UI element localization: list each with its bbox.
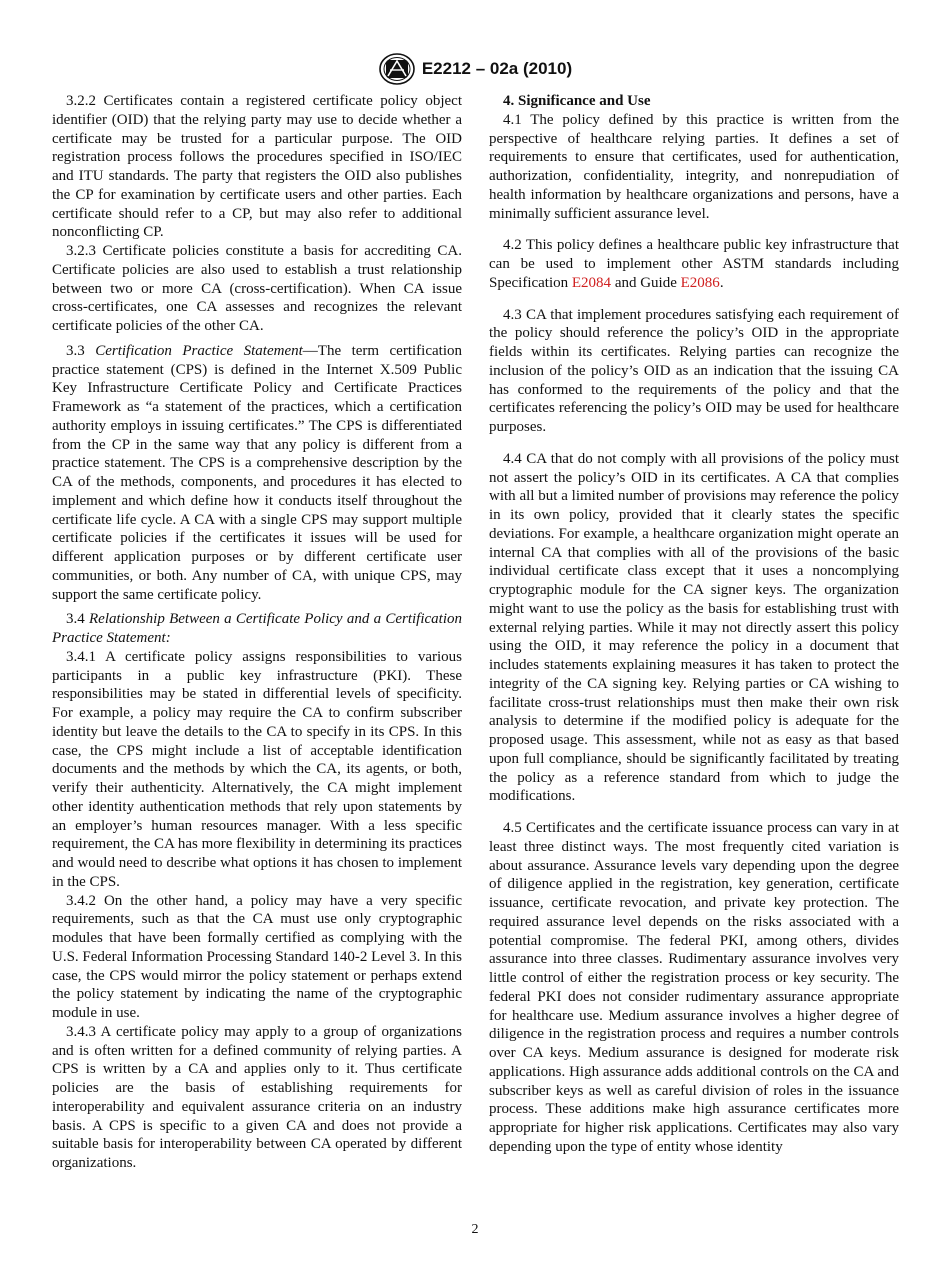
paragraph-3-4 (52, 610, 462, 648)
page-header (0, 52, 950, 86)
right-column (489, 92, 899, 1157)
paragraph-3-2-2: 3.2.2 Certificates contain a registered certificate policy object identifier (OID) that the relying party may use to decide whether a certificate may be trusted for a particular purpose. The OID registration process follows the procedures specified in ISO/IEC and ITU standards. The party that registers the OID also publishes the CP for examination by certificate users and other parties. Each certificate should refer to a CP, but may also refer to additional nonconflicting CP. (52, 93, 462, 241)
paragraph-4-2-text: 4.2 This policy defines a healthcare public key infrastructure that can be used to implement other ASTM standards including Specification (489, 237, 899, 291)
left-column (52, 92, 462, 1173)
paragraph-3-2-3: 3.2.3 Certificate policies constitute a basis for accrediting CA. Certificate policies are also used to establish a trust relationship between two or more CA (cross-certification). When CA issue cross-certificates, one CA assesses and recognizes the relevant certificate policies of the other CA. (52, 243, 462, 334)
paragraph-3-3-title: Certification Practice Statement (95, 342, 303, 359)
page-number: 2 (471, 1222, 479, 1237)
paragraph-4-3: 4.3 CA that implement procedures satisfying each requirement of the policy should reference the policy’s OID in the appropriate fields within its certificates. Relying parties can recognize the inclusion of the policy’s OID as an indication that the issuing CA has conformed to the requirements of the policy and that the certificates referencing the policy’s OID may be used for healthcare purposes. (489, 306, 899, 435)
paragraph-4-2 (489, 236, 899, 292)
paragraph-4-2-text-mid: and Guide (611, 274, 681, 291)
link-e2086[interactable]: E2086 (680, 274, 720, 291)
section-heading-significance: 4. Significance and Use (503, 93, 651, 109)
paragraph-3-4-1: 3.4.1 A certificate policy assigns responsibilities to various participants in a public key infrastructure (PKI). These responsibilities may be stated in differential levels of specificity. For example, a policy may require the CA to confirm subscriber identity but leave the details to the CA to specify in its CPS. In this case, the CPS might include a list of acceptable identification documents and the methods by which the CA, its agents, or both, verify their authenticity. Alternatively, the CA might implement other identity authentication methods that rely upon statements by an employer’s human resources manager. With a less specific requirement, the CA has more flexibility in determining its practices and would need to describe what options it has chosen to implement in the CPS. (52, 648, 462, 890)
paragraph-3-3-number: 3.3 (66, 342, 96, 359)
paragraph-3-3-body: —The term certification practice statement (CPS) is defined in the Internet X.509 Public Key Infrastructure Certificate Policy and Certificate Practices Framework as “a statement of the practices, which a certification authority employs in issuing certificates.” The CPS is differentiated from the CP in the same way that any policy is different from a practice statement. The CPS is a comprehensive description by the CA of the methods, components, and procedures it has elected to implement and which define how it conducts itself throughout the certificate life cycle. A CA with a single CPS may support multiple certificate policies if the certificates it issues will be used for different application purposes or by different certificate user communities, or both. Any number of CA, with unique CPS, may support the same certificate policy. (52, 342, 462, 603)
paragraph-4-4: 4.4 CA that do not comply with all provisions of the policy must not assert the policy’s OID in its certificates. A CA that complies with all but a limited number of provisions may reference the policy in its own policy, provided that it clearly states the specific deviations. For example, a healthcare organization might operate an internal CA that complies with all of the provisions of the basic individual certificate class except that it uses a noncomplying cryptographic module for the CA signer keys. The organization might want to use the policy as the basis for establishing trust with external relying parties. While it may not directly assert this policy using the OID, it may reference the policy in a document that includes statements explaining measures it has taken to protect the integrity of the CA signing key. Relying parties or CA wishing to facilitate cross-trust relationships must then make their own risk analysis to determine if the modified policy is adequate for the proposed usage. This assessment, while not as easy as that based upon full compliance, should be significantly facilitated by treating the policy as a reference standard from which to judge the modifications. (489, 450, 899, 805)
paragraph-4-5: 4.5 Certificates and the certificate issuance process can vary in at least three distinct ways. The most frequently cited variation is about assurance. Assurance levels vary depending upon the degree of diligence applied in the registration, key generation, certificate issuance, certificate revocation, and private key protection. The required assurance level depends on the risks associated with a potential compromise. The federal PKI, among others, divides assurance into three classes. Rudimentary assurance involves very little control of either the registration process or key security. The federal PKI does not consider rudimentary assurance appropriate for healthcare use. Medium assurance involves a higher degree of diligence in the registration process and requires a number controls over CA keys. Medium assurance is designed for moderate risk applications. High assurance adds additional controls on the CA and subscriber keys as well as careful division of roles in the issuance process. These additions make high assurance certificates more appropriate for higher risk applications. Certificates may also vary depending upon the type of entity whose identity (489, 820, 899, 1155)
standard-designation: E2212 – 02a (2010) (421, 59, 573, 78)
paragraph-3-4-2: 3.4.2 On the other hand, a policy may have a very specific requirements, such as that the CA must use only cryptographic modules that have been formally certified as complying with the U.S. Federal Information Processing Standard 140-2 Level 3. In this case, the CPS would mirror the policy statement or perhaps extend the policy statement by indicating the name of the cryptographic module in use. (52, 892, 462, 1021)
paragraph-3-3 (52, 342, 462, 605)
paragraph-4-2-text-end: . (719, 274, 724, 291)
link-e2084[interactable]: E2084 (571, 274, 612, 291)
paragraph-3-4-number: 3.4 (66, 611, 89, 628)
paragraph-3-4-title: Relationship Between a Certificate Policy and a Certification Practice Statement: (52, 611, 463, 646)
paragraph-3-4-3: 3.4.3 A certificate policy may apply to a group of organizations and is often written for a defined community of relying parties. A CPS is written by a CA and applies only to it. Thus certificate policies are the basis of establishing requirements for interoperability and equivalent assurance criteria on an industry basis. A CPS is specific to a given CA and does not provide a suitable basis for interoperability between CA operated by different organizations. (52, 1023, 462, 1171)
paragraph-4-1: 4.1 The policy defined by this practice is written from the perspective of healthcare relying parties. It defines a set of requirements to ensure that certificates, used for authentication, authorization, confidentiality, integrity, and nonrepudiation of health information by healthcare organizations and persons, have a minimally sufficient assurance level. (489, 111, 899, 222)
astm-logo-icon (378, 52, 416, 86)
